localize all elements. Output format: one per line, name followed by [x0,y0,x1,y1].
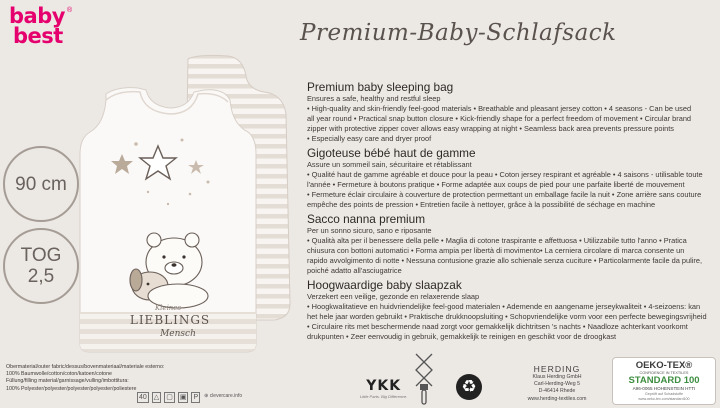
section-line: all year round • Practical snap button closure • Kick-friendly shape for a perfect freedom of movement • Circular brand [307,114,692,123]
oeko-cert: A96-0065 HOHENSTEIN HTTI [632,386,696,391]
size-value: 90 cm [15,173,67,195]
dry-clean-icon: P [193,394,199,401]
material-line: 100% Polyester/polyester/polyester/polyester/poliestere [6,385,137,392]
oeko-tex-label [612,357,716,405]
manufacturer-line: Carl-Herding-Weg 5 [533,381,581,388]
section-line: • Hoogkwalitatieve en huidvriendelijke feel-good materialen • Ademende en aangename jerseykwaliteit • 4-seizoens: kan [307,302,701,311]
bag-small-text: Kleines [154,304,182,312]
section-title: Hoogwaardige baby slaapzak [307,278,462,292]
section-english [307,80,712,144]
manufacturer-line: D-46414 Rhede [538,388,576,395]
recycle-icon: ♻ [456,374,482,400]
section-line: chiusura con bottoni automatici • Forma ampia per libertà di movimento• La cerniera circolare di marca consente un [307,246,685,255]
section-dutch [307,278,712,342]
manufacturer-line: Klaus Herding GmbH [532,374,582,380]
tog-label: TOG [20,245,62,266]
front-sleeping-bag [80,88,256,352]
section-line: • Especially easy care and dryer proof [307,134,432,143]
oeko-url: www.oeko-tex.com/standard100 [638,397,690,401]
section-line: Per un sonno sicuro, sano e riposante [307,226,432,235]
material-line: Obermaterial/outer fabric/dessus/bovenmateriaal/materiale esterno: [6,364,165,370]
section-line: Verzekert een veilige, gezonde en relaxerende slaap [307,292,480,301]
logo-line-2: best [13,24,63,48]
section-line: zipper with protective zipper cover allows easy wrapping at night • Seamless back area prevents pressure points [307,124,674,133]
manufacturer-info [512,364,602,403]
section-line: rapido avvolgimento di notte • Nessuna contusione grazie allo schienale senza cuciture • Particolarmente facile da pulire, [307,256,703,265]
section-line: poiché adatto all'asciugatrice [307,266,402,275]
section-line: • Qualità alta per il benessere della pelle • Maglia di cotone traspirante e affettuosa • Utilizzabile tutto l'anno • Pratica [307,236,687,245]
section-line: • Qualité haut de gamme agréable et douce pour la peau • Coton jersey respirant et agréable • 4 saisons - utilisable toute [307,170,703,179]
section-line: Assure un sommeil sain, sécuritaire et rétablissant [307,160,472,169]
material-line: Füllung/filling material/garnissage/vulling/imbottitura: [6,378,129,385]
section-line: Ensures a safe, healthy and restful sleep [307,94,441,103]
section-line: • Circulaire rits met beschermende naad zorgt voor gemakkelijk dichtritsen 's nachts • Naadloze achterkant voorkomt [307,322,688,331]
section-line: • Fermeture éclair circulaire à couverture de protection permettant un emballage facile la nuit • Zone arrière sans couture [307,190,702,199]
ykk-tagline: Little Parts. Big Difference. [360,394,408,399]
section-title: Sacco nanna premium [307,212,426,226]
oeko-sub: CONFIDENCE IN TEXTILES [639,371,689,375]
logo-registered: ® [67,7,73,14]
oeko-standard: STANDARD 100 [628,375,700,386]
material-line: 100% Baumwolle/cotton/coton/katoen/cotone [6,371,113,378]
tumble-dry-icon: ▢ [166,394,173,401]
section-title: Premium baby sleeping bag [307,80,454,94]
bag-script-text: Mensch [160,329,196,339]
section-title: Gigoteuse bébé haut de gamme [307,146,476,160]
no-bleach-icon: △ [153,394,160,401]
tog-badge [3,228,79,304]
manufacturer-name: HERDING [533,364,581,374]
section-italian [307,212,712,276]
materials-info [6,364,196,393]
bag-big-text: LIEBLINGS [129,313,211,327]
ykk-name: YKK [366,378,402,394]
section-line: • High-quality and skin-friendly feel-good materials • Breathable and pleasant jersey cotton • 4 seasons - Can be used [307,104,692,113]
wash-40-icon: 40 [139,394,147,401]
oeko-tested: Geprüft auf Schadstoffe [645,392,683,396]
section-french [307,146,712,210]
oeko-title: OEKO-TEX® [635,360,693,371]
tog-value: 2,5 [27,266,55,287]
care-symbols [137,392,243,403]
section-line: het hele jaar worden gebruikt • Praktische drukknoopsluiting • Schopvriendelijke vorm voor een perfecte bewegingsvrijheid [307,312,707,321]
zipper-icon [412,352,436,406]
manufacturer-line: www.herding-textiles.com [527,395,587,402]
section-line: empêche des points de pression • Entretien facile à nettoyer, grâce à la possibilité de séchage en machine [307,200,656,209]
iron-icon: ▣ [179,394,187,401]
clevercare-icon: ⊕ clevercare.info [204,393,243,399]
page-title: Premium-Baby-Schlafsack [300,20,617,46]
size-badge [3,146,79,222]
section-line: drukpunten • Zeer eenvoudig in gebruik, gemakkelijk te reinigen en geschikt voor de droogkast [307,332,617,341]
section-line: l'année • Fermeture à boutons pratique • Forme adaptée aux coups de pied pour une parfaite liberté de mouvement [307,180,685,189]
sleeping-bag-illustration [78,54,308,354]
ykk-logo [360,378,407,399]
logo-line-1: baby [9,4,65,28]
description-block [307,80,712,344]
brand-logo [7,4,79,56]
